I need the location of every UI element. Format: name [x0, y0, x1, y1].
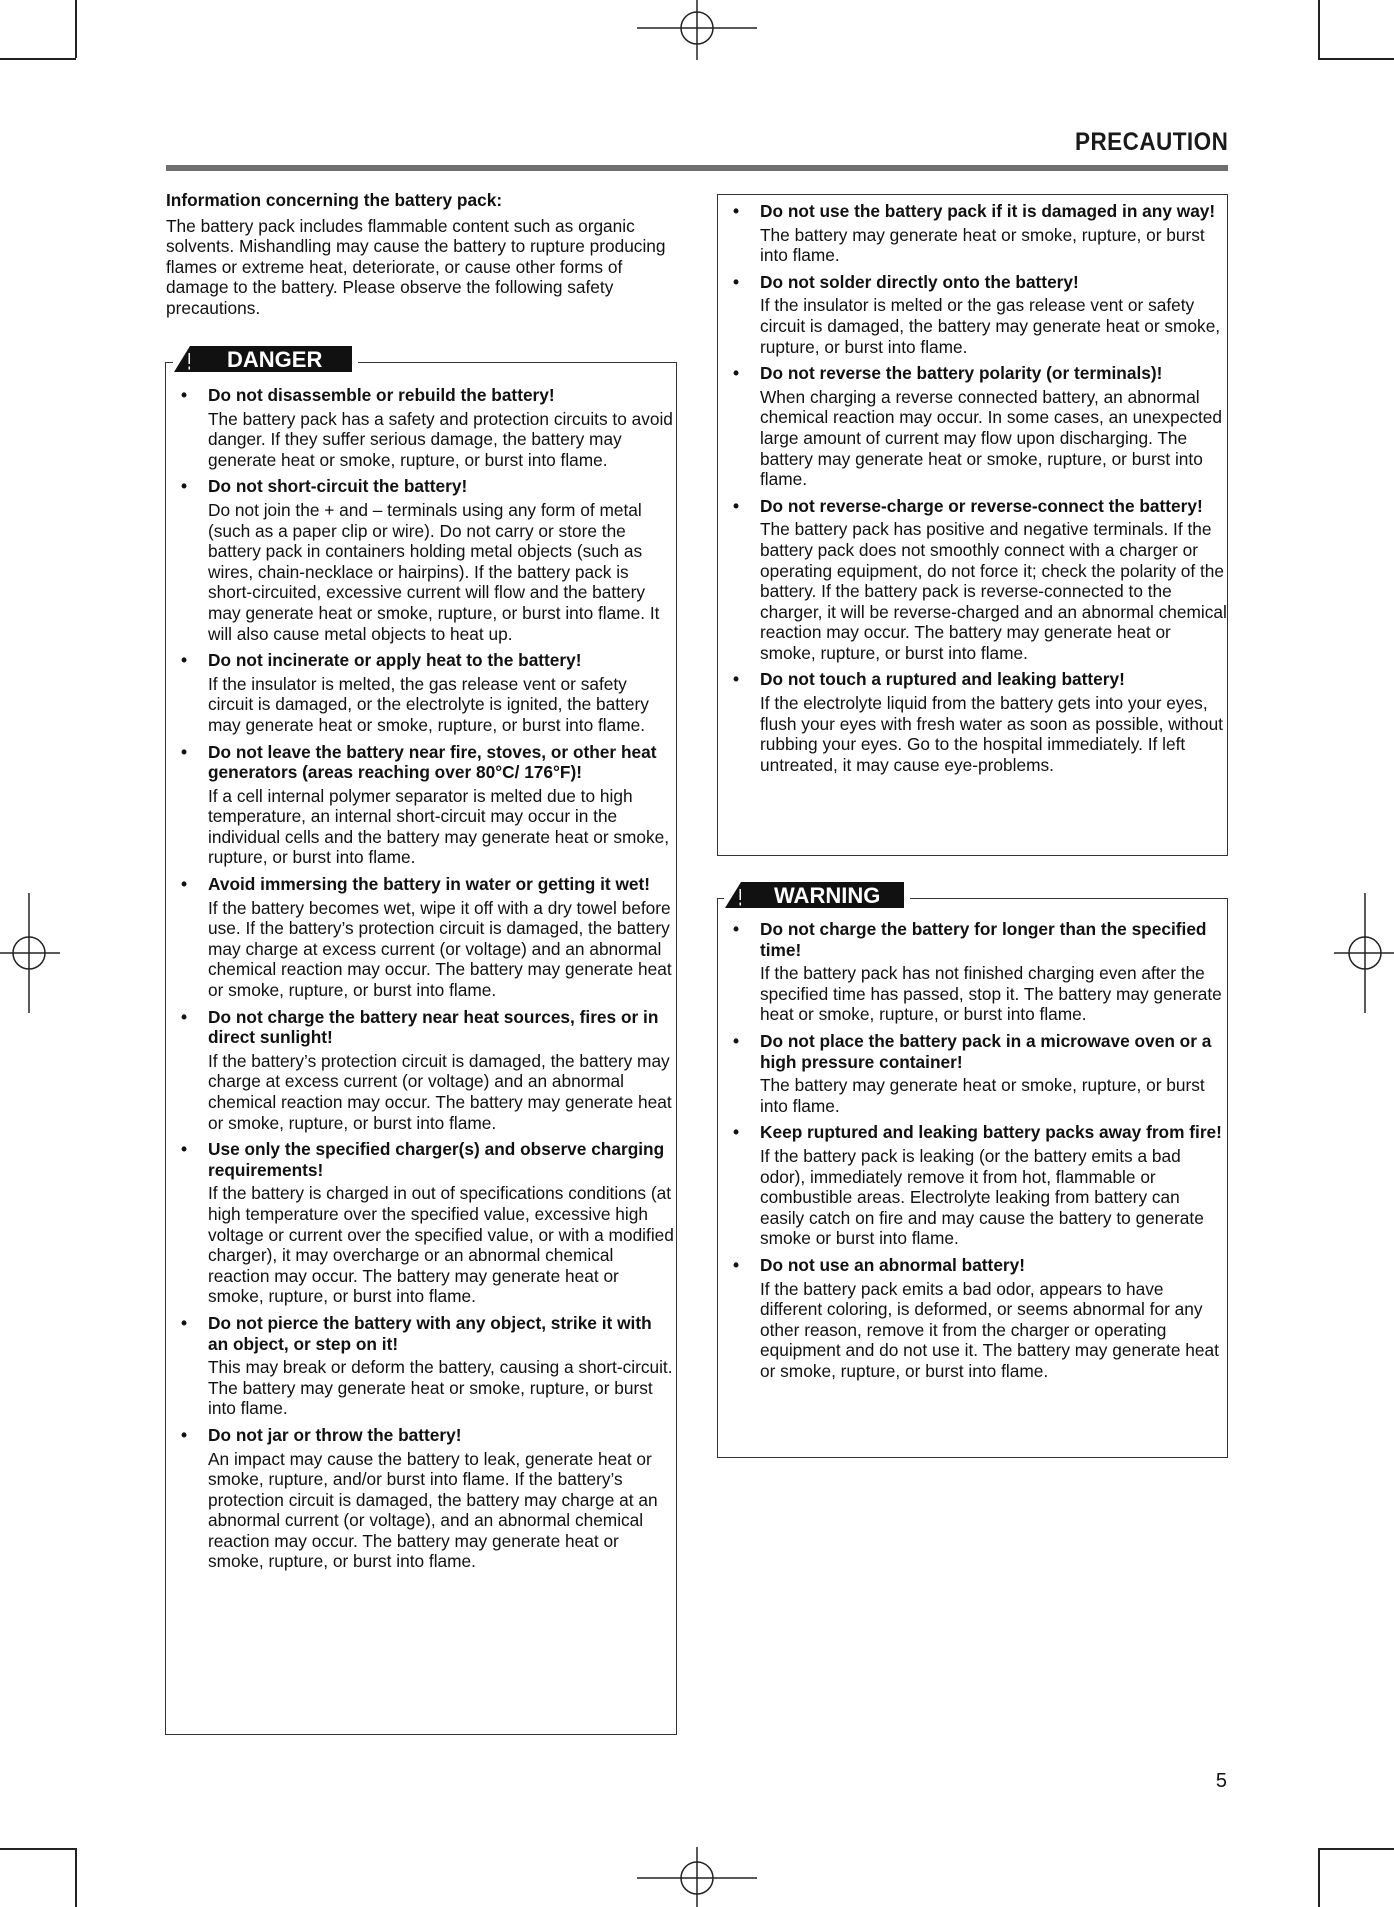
item-text: The battery may generate heat or smoke, rupture, or burst into flame.	[760, 1075, 1205, 1116]
list-item: • Do not leave the battery near fire, stoves, or other heat generators (areas reaching over 80°C/ 176°F)! If a cell internal polymer separator is melted due to high temperature, an internal short-circuit may occur in the individual cells and the battery may generate heat or smoke, rupture, or burst into flame.	[166, 742, 676, 869]
item-text: If the battery is charged in out of specifications conditions (at high temperature over the specified value, excessive high voltage or current over the specified value, or with a modified charger), it may overcharge or an abnormal chemical reaction may occur. The battery may generate heat or smoke, rupture, or burst into flame.	[208, 1183, 674, 1307]
list-item: • Do not touch a ruptured and leaking battery! If the electrolyte liquid from the battery gets into your eyes, flush your eyes with fresh water as soon as possible, without rubbing your eyes. Go to the hospital immediately. If left untreated, it may cause eye-problems.	[718, 669, 1227, 775]
intro-section	[166, 190, 678, 319]
item-text: An impact may cause the battery to leak, generate heat or smoke, rupture, and/or burst into flame. If the battery’s protection circuit is damaged, the battery may charge at an abnormal current (or voltage), and an abnormal chemical reaction may occur. The battery may generate heat or smoke, rupture, or burst into flame.	[208, 1448, 658, 1572]
list-item: • Do not use the battery pack if it is damaged in any way! The battery may generate heat or smoke, rupture, or burst into flame.	[718, 201, 1227, 266]
crop-mark	[1318, 1848, 1320, 1907]
crop-mark	[75, 1848, 77, 1907]
list-item: • Do not pierce the battery with any object, strike it with an object, or step on it! This may break or deform the battery, causing a short-circuit. The battery may generate heat or smoke, rupture, or burst into flame.	[166, 1313, 676, 1419]
item-text: If the battery pack emits a bad odor, appears to have different coloring, is deformed, or seems abnormal for any other reason, remove it from the charger or operating equipment and do not use it. The battery may generate heat or smoke, rupture, or burst into flame.	[760, 1278, 1219, 1381]
registration-mark-right	[1334, 893, 1394, 1013]
list-item: • Avoid immersing the battery in water or getting it wet! If the battery becomes wet, wipe it off with a dry towel before use. If the battery’s protection circuit is damaged, the battery may charge at excess current (or voltage) and an abnormal chemical reaction may occur. The battery may generate heat or smoke, rupture, or burst into flame.	[166, 874, 676, 1001]
item-text: If a cell internal polymer separator is melted due to high temperature, an internal short-circuit may occur in the individual cells and the battery may generate heat or smoke, rupture, or burst into flame.	[208, 785, 670, 868]
list-item: • Do not charge the battery near heat sources, fires or in direct sunlight! If the battery’s protection circuit is damaged, the battery may charge at excess current (or voltage) and an abnormal chemical reaction may occur. The battery may generate heat or smoke, rupture, or burst into flame.	[166, 1007, 676, 1134]
item-title: Do not incinerate or apply heat to the battery!	[208, 650, 582, 671]
item-title: Do not use the battery pack if it is damaged in any way!	[760, 201, 1216, 221]
list-item: • Do not reverse-charge or reverse-connect the battery! The battery pack has positive and negative terminals. If the battery pack does not smoothly connect with a charger or operating equipment, do not force it; check the polarity of the battery. If the battery pack is reverse-connected to the charger, it will be reverse-charged and an abnormal chemical reaction may occur. The battery may generate heat or smoke, rupture, or burst into flame.	[733, 495, 1227, 663]
item-title: Do not pierce the battery with any object, strike it with an object, or step on it!	[208, 1312, 652, 1354]
item-title: Keep ruptured and leaking battery packs away from fire!	[760, 1122, 1222, 1143]
intro-text: The battery pack includes flammable content such as organic solvents. Mishandling may cause the battery to rupture producing flames or extreme heat, deteriorate, or cause other forms of damage to the battery. Please observe the following safety precautions.	[166, 215, 666, 318]
crop-mark	[1318, 0, 1320, 58]
item-text: If the electrolyte liquid from the battery gets into your eyes, flush your eyes with fresh water as soon as possible, without rubbing your eyes. Go to the hospital immediately. If left untreated, it may cause eye-problems.	[760, 693, 1223, 775]
list-item: • Do not charge the battery for longer than the specified time! If the battery pack has not finished charging even after the specified time has passed, stop it. The battery may generate heat or smoke, rupture, or burst into flame.	[718, 919, 1227, 1025]
warning-label	[724, 881, 910, 909]
warning-box	[717, 898, 1228, 1458]
danger-box	[165, 362, 677, 1735]
item-text: When charging a reverse connected battery, an abnormal chemical reaction may occur. In some cases, an unexpected large amount of current may flow upon discharging. The battery may generate heat or smoke, rupture, or burst into flame.	[760, 386, 1223, 490]
item-text: If the insulator is melted, the gas release vent or safety circuit is damaged, or the electrolyte is ignited, the battery may generate heat or smoke, rupture, or burst into flame.	[208, 673, 649, 735]
item-text: If the battery’s protection circuit is damaged, the battery may charge at excess current (or voltage) and an abnormal chemical reaction may occur. The battery may generate heat or smoke, rupture, or burst into flame.	[208, 1050, 672, 1133]
item-text: The battery pack has positive and negative terminals. If the battery pack does not smoothly connect with a charger or operating equipment, do not force it; check the polarity of the battery. If the battery pack is reverse-connected to the charger, it will be reverse-charged and an abnormal chemical reaction may occur. The battery may generate heat or smoke, rupture, or burst into flame.	[760, 519, 1227, 663]
item-title: Do not short-circuit the battery!	[208, 476, 468, 497]
registration-mark-left	[0, 893, 60, 1013]
item-text: Do not join the + and – terminals using any form of metal (such as a paper clip or wire). Do not carry or store the battery pack in containers holding metal objects (such as wires, chain-necklace or hairpins). If the battery pack is short-circuited, excessive current will flow and the battery may generate heat or smoke, rupture, or burst into flame. It will also cause metal objects to heat up.	[208, 499, 660, 644]
item-title: Do not leave the battery near fire, stoves, or other heat generators (areas reaching over 80°C/ 176°F)!	[208, 741, 657, 783]
item-title: Do not place the battery pack in a microwave oven or a high pressure container!	[760, 1030, 1212, 1072]
list-item: • Do not reverse the battery polarity (or terminals)! When charging a reverse connected battery, an abnormal chemical reaction may occur. In some cases, an unexpected large amount of current may flow upon discharging. The battery may generate heat or smoke, rupture, or burst into flame.	[718, 363, 1227, 490]
danger-label	[173, 345, 358, 373]
list-item: • Keep ruptured and leaking battery packs away from fire! If the battery pack is leaking (or the battery emits a bad odor), immediately remove it from hot, flammable or combustible areas. Electrolyte leaking from battery can easily catch on fire and may cause the battery to generate smoke or burst into flame.	[718, 1122, 1227, 1249]
intro-title: Information concerning the battery pack:	[166, 190, 503, 210]
item-title: Do not reverse the battery polarity (or terminals)!	[760, 363, 1163, 384]
crop-mark	[0, 58, 76, 60]
item-text: If the battery pack is leaking (or the battery emits a bad odor), immediately remove it from hot, flammable or combustible areas. Electrolyte leaking from battery can easily catch on fire and may cause the battery to generate smoke or burst into flame.	[760, 1145, 1204, 1249]
danger-continued-list	[718, 201, 1227, 775]
list-item: • Do not jar or throw the battery! An impact may cause the battery to leak, generate heat or smoke, rupture, and/or burst into flame. If the battery’s protection circuit is damaged, the battery may charge at an abnormal current (or voltage), and an abnormal chemical reaction may occur. The battery may generate heat or smoke, rupture, or burst into flame.	[166, 1425, 676, 1572]
item-title: Do not solder directly onto the battery!	[760, 271, 1079, 292]
list-item: • Do not solder directly onto the battery! If the insulator is melted or the gas release vent or safety circuit is damaged, the battery may generate heat or smoke, rupture, or burst into flame.	[718, 272, 1227, 357]
warning-list	[718, 919, 1227, 1381]
item-text: This may break or deform the battery, causing a short-circuit. The battery may generate heat or smoke, rupture, or burst into flame.	[208, 1357, 673, 1419]
registration-mark-top	[637, 0, 757, 60]
list-item: • Do not place the battery pack in a microwave oven or a high pressure container! The battery may generate heat or smoke, rupture, or burst into flame.	[718, 1031, 1227, 1116]
list-item: • Do not use an abnormal battery! If the battery pack emits a bad odor, appears to have different coloring, is deformed, or seems abnormal for any other reason, remove it from the charger or operating equipment and do not use it. The battery may generate heat or smoke, rupture, or burst into flame.	[718, 1255, 1227, 1382]
list-item: • Do not incinerate or apply heat to the battery! If the insulator is melted, the gas release vent or safety circuit is damaged, or the electrolyte is ignited, the battery may generate heat or smoke, rupture, or burst into flame.	[166, 650, 676, 735]
list-item: • Do not short-circuit the battery! Do not join the + and – terminals using any form of metal (such as a paper clip or wire). Do not carry or store the battery pack in containers holding metal objects (such as wires, chain-necklace or hairpins). If the battery pack is short-circuited, excessive current will flow and the battery may generate heat or smoke, rupture, or burst into flame. It will also cause metal objects to heat up.	[166, 476, 676, 644]
item-title: Do not use an abnormal battery!	[760, 1254, 1026, 1275]
item-title: Avoid immersing the battery in water or getting it wet!	[208, 874, 651, 895]
danger-list	[166, 385, 676, 1572]
item-title: Do not reverse-charge or reverse-connect the battery!	[760, 495, 1203, 516]
item-text: If the battery pack has not finished charging even after the specified time has passed, stop it. The battery may generate heat or smoke, rupture, or burst into flame.	[760, 963, 1222, 1025]
header-rule	[166, 165, 1228, 171]
list-item: • Use only the specified charger(s) and observe charging requirements! If the battery is charged in out of specifications conditions (at high temperature over the specified value, excessive high voltage or current over the specified value, or with a modified charger), it may overcharge or an abnormal chemical reaction may occur. The battery may generate heat or smoke, rupture, or burst into flame.	[166, 1139, 676, 1307]
page-title: PRECAUTION	[1074, 128, 1228, 156]
page-number: 5	[1215, 1770, 1227, 1792]
warning-label-text: WARNING	[758, 882, 904, 908]
list-item: • Do not disassemble or rebuild the battery! The battery pack has a safety and protection circuits to avoid danger. If they suffer serious damage, the battery may generate heat or smoke, rupture, or burst into flame.	[166, 385, 676, 470]
danger-label-text: DANGER	[207, 346, 352, 372]
item-text: If the battery becomes wet, wipe it off with a dry towel before use. If the battery’s protection circuit is damaged, the battery may charge at excess current (or voltage) and an abnormal chemical reaction may occur. The battery may generate heat or smoke, rupture, or burst into flame.	[208, 897, 672, 1001]
item-title: Use only the specified charger(s) and observe charging requirements!	[208, 1139, 665, 1180]
item-title: Do not charge the battery near heat sources, fires or in direct sunlight!	[208, 1006, 659, 1048]
crop-mark	[0, 1848, 76, 1850]
item-title: Do not jar or throw the battery!	[208, 1424, 462, 1445]
crop-mark	[75, 0, 77, 58]
danger-continued-box	[717, 194, 1228, 856]
item-text: The battery pack has a safety and protection circuits to avoid danger. If they suffer serious damage, the battery may generate heat or smoke, rupture, or burst into flame.	[208, 408, 673, 470]
item-text: The battery may generate heat or smoke, rupture, or burst into flame.	[760, 224, 1205, 266]
item-text: If the insulator is melted or the gas release vent or safety circuit is damaged, the battery may generate heat or smoke, rupture, or burst into flame.	[760, 295, 1221, 357]
item-title: Do not touch a ruptured and leaking battery!	[760, 669, 1125, 690]
item-title: Do not disassemble or rebuild the battery!	[208, 385, 555, 405]
item-title: Do not charge the battery for longer than the specified time!	[760, 919, 1207, 960]
registration-mark-bottom	[637, 1847, 757, 1907]
crop-mark	[1318, 1848, 1394, 1850]
crop-mark	[1318, 58, 1394, 60]
